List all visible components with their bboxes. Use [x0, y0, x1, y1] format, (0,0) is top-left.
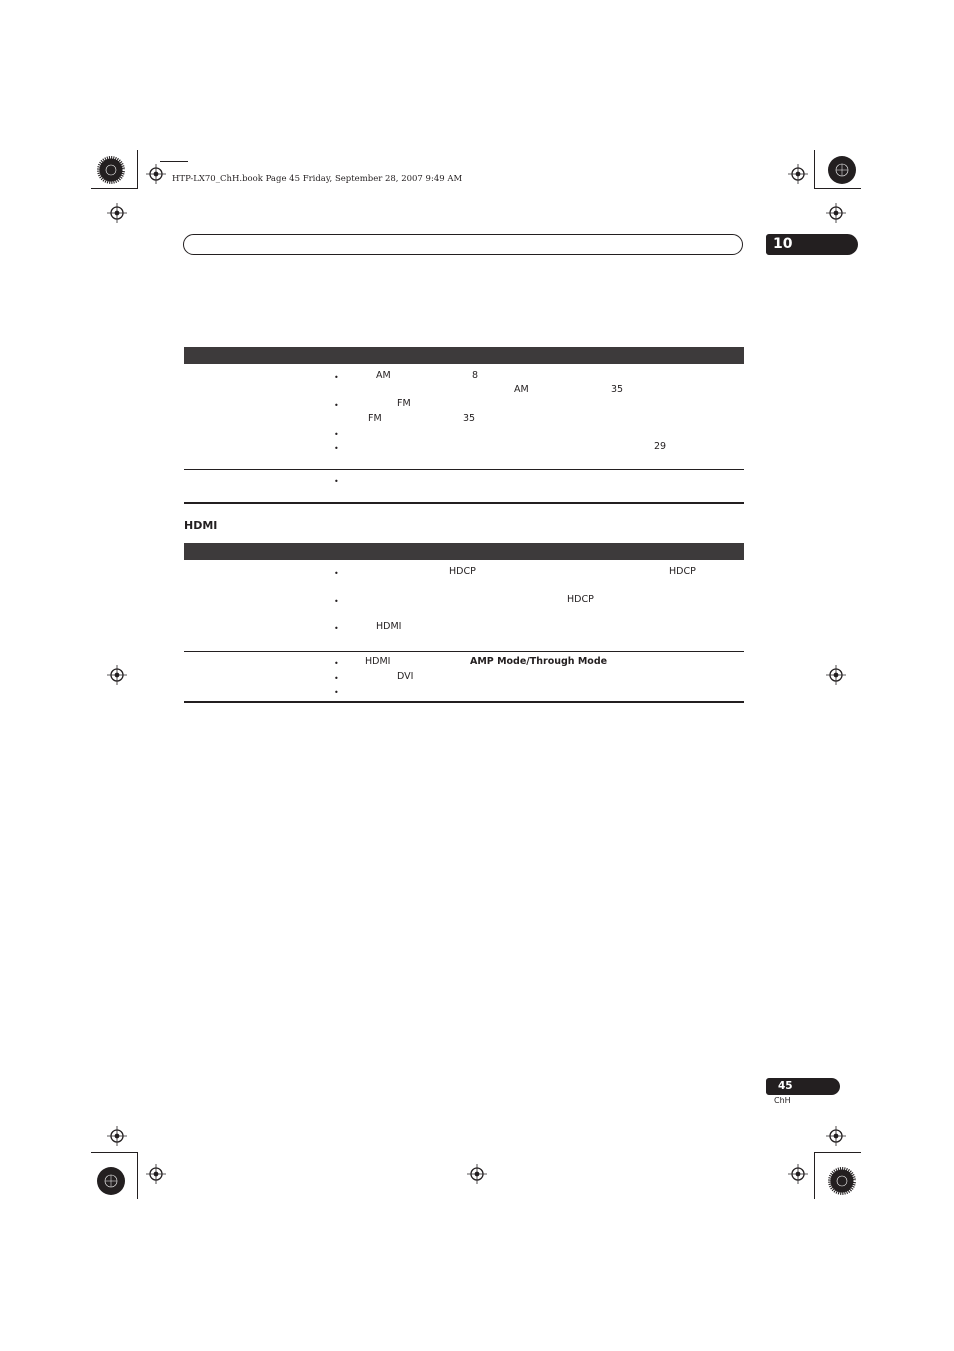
crop-frame	[91, 150, 138, 189]
table-cell-text: HDCP	[449, 566, 476, 577]
table-cell-text: HDMI	[365, 656, 391, 667]
table-cell-text: AMP Mode/Through Mode	[470, 656, 608, 667]
registration-target-icon	[826, 665, 846, 685]
table-body	[184, 560, 744, 701]
table-cell-text: HDCP	[567, 594, 594, 605]
bullet: •	[334, 688, 339, 697]
registration-target-icon	[826, 1126, 846, 1146]
registration-target-icon	[107, 1126, 127, 1146]
registration-target-icon	[467, 1164, 487, 1184]
registration-target-icon	[107, 203, 127, 223]
chapter-number-tab: 10	[766, 234, 858, 255]
registration-target-icon	[826, 203, 846, 223]
bullet: •	[334, 624, 339, 633]
row-separator	[184, 469, 744, 470]
hdmi-troubleshooting-table	[184, 543, 744, 703]
section-title: HDMI	[184, 519, 218, 532]
chapter-title-bar	[183, 234, 743, 255]
table-bottom-rule	[184, 502, 744, 504]
registration-target-icon	[788, 164, 808, 184]
bullet: •	[334, 430, 339, 439]
page-number-tab: 45	[766, 1078, 840, 1095]
row-separator	[184, 651, 744, 652]
table-cell-text: 29	[654, 441, 667, 452]
registration-target-icon	[146, 1164, 166, 1184]
crop-frame	[814, 1152, 861, 1199]
table-header	[184, 543, 744, 560]
bullet: •	[334, 597, 339, 606]
registration-target-icon	[146, 164, 166, 184]
registration-target-icon	[788, 1164, 808, 1184]
book-info-header: HTP-LX70_ChH.book Page 45 Friday, September 28, 2007 9:49 AM	[172, 174, 463, 184]
bullet: •	[334, 373, 339, 382]
bullet: •	[334, 401, 339, 410]
table-cell-text: AM	[514, 384, 529, 395]
bullet: •	[334, 444, 339, 453]
bullet: •	[334, 477, 339, 486]
table-body	[184, 364, 744, 502]
table-cell-text: 8	[472, 370, 479, 381]
table-cell-text: 35	[611, 384, 624, 395]
table-cell-text: 35	[463, 413, 476, 424]
header-rule	[160, 161, 188, 162]
bullet: •	[334, 659, 339, 668]
crop-frame	[91, 1152, 138, 1199]
table-cell-text: DVI	[397, 671, 414, 682]
table-cell-text: FM	[397, 398, 411, 409]
table-cell-text: AM	[376, 370, 391, 381]
crop-frame	[814, 150, 861, 189]
bullet: •	[334, 674, 339, 683]
registration-target-icon	[107, 665, 127, 685]
table-bottom-rule	[184, 701, 744, 703]
page-language: ChH	[774, 1096, 791, 1105]
tuner-troubleshooting-table	[184, 347, 744, 504]
table-cell-text: HDCP	[669, 566, 696, 577]
table-header	[184, 347, 744, 364]
bullet: •	[334, 569, 339, 578]
table-cell-text: HDMI	[376, 621, 402, 632]
table-cell-text: FM	[368, 413, 382, 424]
